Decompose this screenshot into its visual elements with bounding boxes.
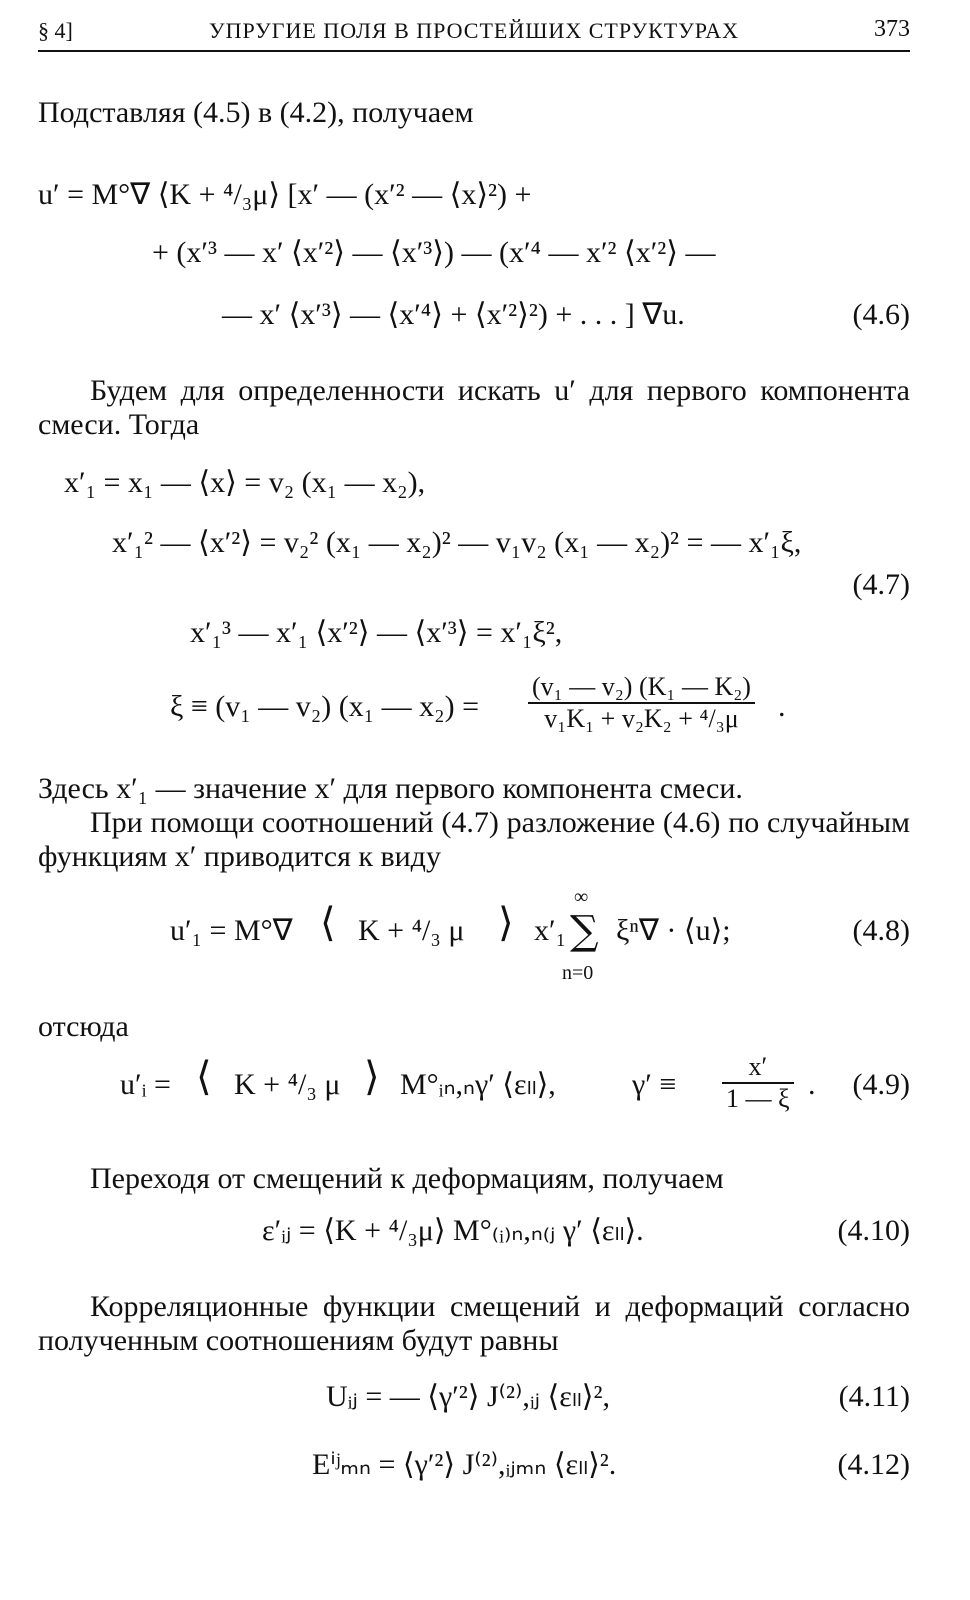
equation-4-6-line-1: u′ = M°∇ ⟨K + ⁴/₃μ⟩ [x′ — (x′² — ⟨x⟩²) + — [38, 178, 532, 211]
right-angle-bracket: ⟩ — [498, 900, 514, 946]
left-angle-bracket: ⟨ — [196, 1054, 212, 1100]
equation-number-4-7: (4.7) — [852, 568, 910, 601]
equation-4-9-bracket-content: K + ⁴/₃ μ — [234, 1068, 341, 1101]
equation-4-11: Uᵢⱼ = — ⟨γ′²⟩ J⁽²⁾,ᵢⱼ ⟨εₗₗ⟩², — [326, 1380, 610, 1413]
equation-4-9-right: M°ᵢₙ,ₙγ′ ⟨εₗₗ⟩, — [400, 1068, 556, 1101]
equation-4-9-period: . — [808, 1068, 816, 1101]
equation-number-4-8: (4.8) — [852, 914, 910, 947]
equation-number-4-12: (4.12) — [837, 1448, 910, 1481]
right-angle-bracket: ⟩ — [364, 1054, 380, 1100]
equation-4-9-left: u′ᵢ = — [120, 1068, 171, 1101]
paragraph-deformations: Переходя от смещений к деформациям, получаем — [90, 1162, 724, 1195]
equation-4-7-xi-definition: ξ ≡ (v₁ — v₂) (x₁ — x₂) = — [170, 690, 480, 723]
equation-4-7-line-3: x′₁³ — x′₁ ⟨x′²⟩ — ⟨x′³⟩ = x′₁ξ², — [190, 616, 563, 649]
paragraph-expansion: При помощи соотношений (4.7) разложение (4.6) по случайным функциям x′ приводится к виду — [38, 806, 910, 873]
paragraph-here: Здесь x′₁ — значение x′ для первого компонента смеси. — [38, 772, 743, 805]
equation-4-9-gamma-definition: γ′ ≡ — [632, 1068, 677, 1101]
running-header — [38, 12, 910, 52]
section-marker: § 4] — [38, 18, 73, 43]
fraction-denominator: 1 — ξ — [726, 1084, 790, 1113]
equation-4-8-right: ξⁿ∇ · ⟨u⟩; — [616, 914, 731, 947]
summation-sign: ∑ — [570, 908, 599, 954]
equation-4-6-line-2: + (x′³ — x′ ⟨x′²⟩ — ⟨x′³⟩) — (x′⁴ — x′² ⟨x′²⟩ — — [152, 236, 716, 269]
equation-4-12: Eⁱʲₘₙ = ⟨γ′²⟩ J⁽²⁾,ᵢⱼₘₙ ⟨εₗₗ⟩². — [312, 1448, 617, 1481]
sum-lower-limit: n=0 — [562, 962, 594, 984]
equation-4-9-fraction — [722, 1052, 794, 1114]
equation-4-7-line-2: x′₁² — ⟨x′²⟩ = v₂² (x₁ — x₂)² — v₁v₂ (x₁ — x₂)² = — x′₁ξ, — [112, 526, 802, 559]
paragraph-hence: отсюда — [38, 1010, 129, 1043]
sum-upper-limit: ∞ — [574, 886, 589, 908]
page-number: 373 — [874, 16, 910, 42]
equation-number-4-6: (4.6) — [852, 298, 910, 331]
fraction-numerator: x′ — [722, 1052, 794, 1084]
equation-4-8-x-prime: x′₁ — [534, 914, 567, 947]
equation-number-4-9: (4.9) — [852, 1068, 910, 1101]
equation-number-4-10: (4.10) — [837, 1214, 910, 1247]
running-title: УПРУГИЕ ПОЛЯ В ПРОСТЕЙШИХ СТРУКТУРАХ — [209, 18, 739, 43]
fraction-numerator: (v₁ — v₂) (K₁ — K₂) — [528, 672, 755, 704]
equation-4-7-line-1: x′₁ = x₁ — ⟨x⟩ = v₂ (x₁ — x₂), — [64, 466, 426, 499]
equation-4-7-fraction — [528, 672, 755, 734]
equation-4-10: ε′ᵢⱼ = ⟨K + ⁴/₃μ⟩ M°₍ᵢ₎ₙ,ₙ₍ⱼ γ′ ⟨εₗₗ⟩. — [262, 1214, 644, 1247]
equation-4-6-line-3: — x′ ⟨x′³⟩ — ⟨x′⁴⟩ + ⟨x′²⟩²) + . . . ] ∇u. — [222, 298, 685, 331]
equation-4-8-left: u′₁ = M°∇ — [170, 914, 293, 947]
equation-number-4-11: (4.11) — [838, 1380, 910, 1413]
left-angle-bracket: ⟨ — [320, 900, 336, 946]
paragraph-intro: Подставляя (4.5) в (4.2), получаем — [38, 96, 474, 129]
paragraph-first-component: Будем для определенности искать u′ для первого компонента смеси. Тогда — [38, 374, 910, 441]
equation-4-8-bracket-content: K + ⁴/₃ μ — [358, 914, 465, 947]
fraction-denominator: v₁K₁ + v₂K₂ + ⁴/₃μ — [544, 704, 739, 733]
paragraph-correlation: Корреляционные функции смещений и деформаций согласно полученным соотношениям будут равны — [38, 1290, 910, 1357]
equation-4-7-period: . — [778, 690, 786, 723]
